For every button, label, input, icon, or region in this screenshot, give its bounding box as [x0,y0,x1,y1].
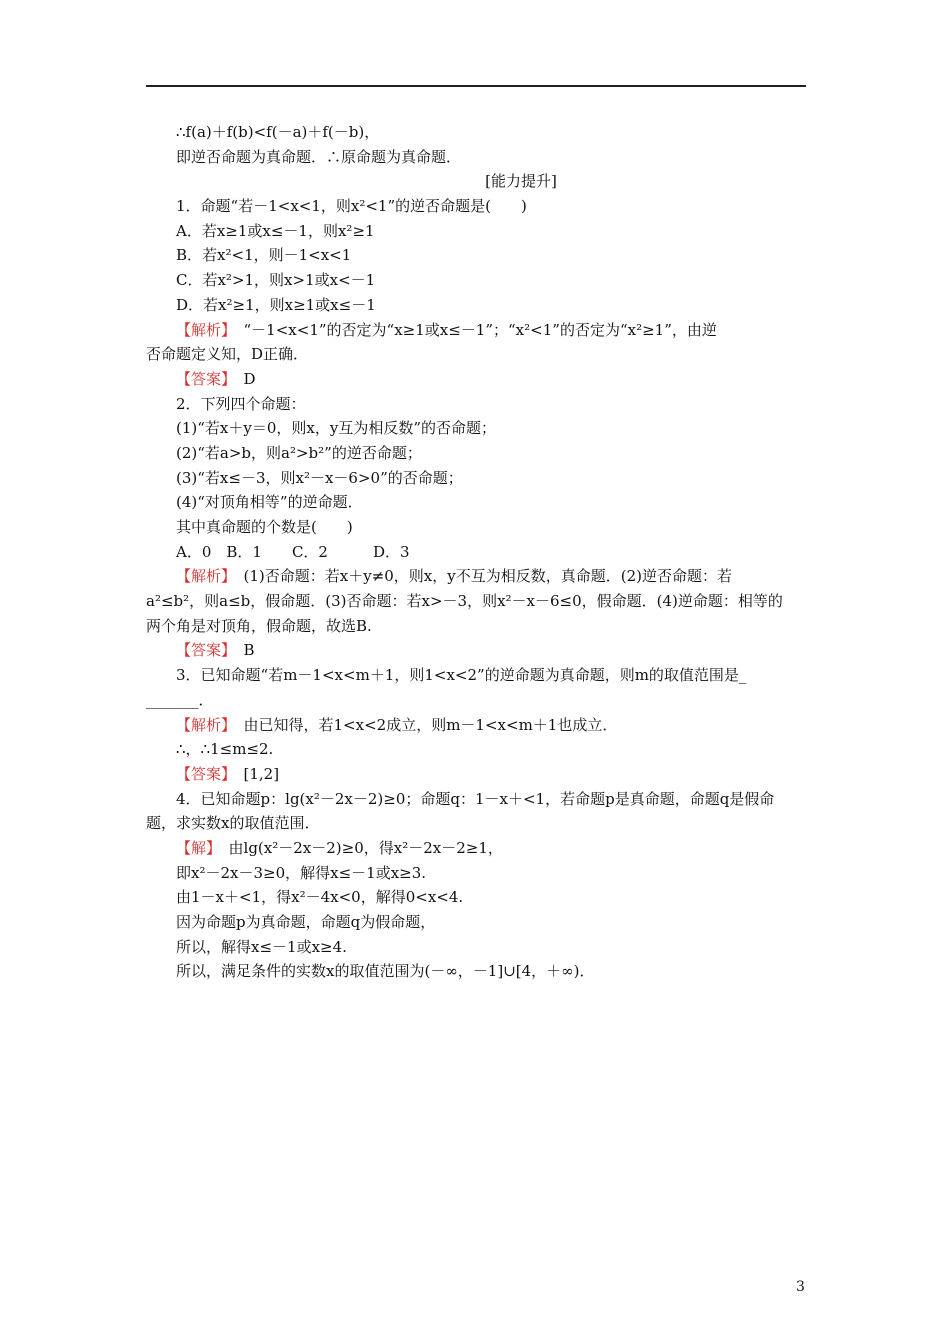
analysis-line [146,564,806,589]
analysis-line [146,713,806,738]
section-heading: [能力提升] [485,172,557,191]
answer-tag: 【答案】 [176,641,229,660]
question-2: 2．下列四个命题： [176,394,306,413]
statement-4: (4)“对顶角相等”的逆命题． [176,493,363,512]
answer-text: D [228,369,256,388]
text-line: 两个角是对顶角，假命题，故选B. [146,616,372,635]
text-line: 即逆否命题为真命题．∴原命题为真命题． [176,147,462,166]
answer-text: B [228,641,255,660]
page-body [146,120,806,984]
answer-tag: 【答案】 [176,764,229,783]
text-line: 即x²－2x－3≥0，解得x≤－1或x≥3. [176,863,427,882]
question-1: 1．命题“若－1<x<1，则x²<1”的逆否命题是( ) [176,197,527,216]
text-line: a²≤b²，则a≤b，假命题．(3)否命题：若x>－3，则x²－x－6≤0，假命题．(4)逆命题：相等的 [146,592,783,611]
text-line: ∴f(a)＋f(b)<f(－a)＋f(－b)， [176,123,380,141]
solution-line [146,836,806,861]
blank-line: _______． [146,690,214,709]
analysis-line [146,318,806,343]
text-line: 所以，满足条件的实数x的取值范围为(－∞，－1]∪[4，＋∞)． [176,962,595,981]
page-number: 3 [796,1279,805,1295]
answer-line [146,367,806,392]
option-d: D．若x²≥1，则x≥1或x≤－1 [176,295,376,314]
text-line: 否命题定义知，D正确． [146,345,309,364]
question-3: 3．已知命题“若m－1<x<m＋1，则1<x<2”的逆命题为真命题，则m的取值范围是_ [176,666,747,685]
text-line: 其中真命题的个数是( ) [176,518,353,536]
statement-3: (3)“若x≤－3，则x²－x－6>0”的否命题； [176,468,463,487]
options-line: A．0 B．1 C．2 D．3 [176,542,410,561]
answer-tag: 【答案】 [176,369,229,388]
option-c: C．若x²>1，则x>1或x<－1 [176,271,376,290]
question-4: 4．已知命题p：lg(x²－2x－2)≥0；命题q：1－x＋<1，若命题p是真命题，命题q是假命 [176,789,775,808]
text-line: ∴，∴1≤m≤2. [176,740,274,759]
answer-line [146,638,806,663]
answer-text: [1,2] [228,764,280,783]
text-line: 由1－x＋<1，得x²－4x<0，解得0<x<4. [176,888,464,907]
analysis-tag: 【解析】 [176,320,229,339]
answer-line [146,762,806,787]
text-line: 因为命题p为真命题，命题q为假命题， [176,913,436,931]
text-line: 所以，解得x≤－1或x≥4. [176,937,347,956]
analysis-text: 由已知得，若1<x<2成立，则m－1<x<m＋1也成立． [228,715,618,734]
statement-2: (2)“若a>b，则a²>b²”的逆否命题； [176,443,422,462]
analysis-text: (1)否命题：若x＋y≠0，则x，y不互为相反数，真命题．(2)逆否命题：若 [228,567,732,586]
text-line: 题，求实数x的取值范围． [146,814,320,833]
analysis-tag: 【解析】 [176,567,229,586]
option-a: A．若x≥1或x≤－1，则x²≥1 [176,221,375,240]
header-rule [146,85,806,87]
option-b: B．若x²<1，则－1<x<1 [176,246,352,265]
solution-text: 由lg(x²－2x－2)≥0，得x²－2x－2≥1， [213,838,503,857]
solution-tag: 【解】 [176,838,214,857]
analysis-text: “－1<x<1”的否定为“x≥1或x≤－1”；“x²<1”的否定为“x²≥1”，由逆 [228,320,717,339]
statement-1: (1)“若x＋y＝0，则x，y互为相反数”的否命题； [176,419,496,438]
analysis-tag: 【解析】 [176,715,229,734]
